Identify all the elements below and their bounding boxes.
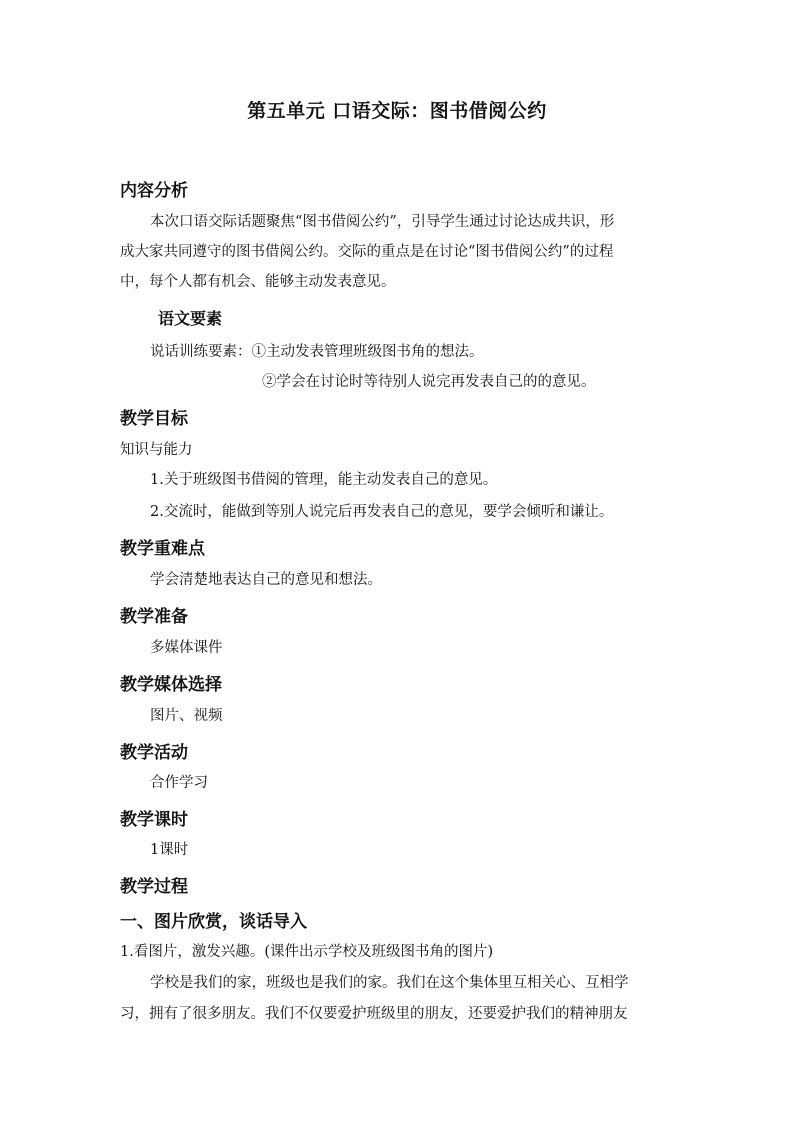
preparation-text: 多媒体课件 <box>150 640 223 656</box>
language-element-line: ②学会在讨论时等待别人说完再发表自己的的意见。 <box>262 374 596 390</box>
heading-hours: 教学课时 <box>120 810 188 830</box>
language-element-line: 说话训练要素：①主动发表管理班级图书角的想法。 <box>150 344 484 360</box>
objective-item: 1.关于班级图书借阅的管理，能主动发表自己的意见。 <box>150 472 498 488</box>
paragraph-line: 成大家共同遵守的图书借阅公约。交际的重点是在讨论“图书借阅公约”的过程 <box>120 244 614 260</box>
hours-text: 1课时 <box>150 842 189 858</box>
paragraph-line: 本次口语交际话题聚焦“图书借阅公约”，引导学生通过讨论达成共识，形 <box>150 214 615 230</box>
paragraph-line: 习，拥有了很多朋友。我们不仅要爱护班级里的朋友，还要爱护我们的精神朋友 <box>120 1006 628 1022</box>
process-step: 1.看图片，激发兴趣。(课件出示学校及班级图书角的图片) <box>120 944 494 960</box>
activity-text: 合作学习 <box>150 775 208 791</box>
heading-media: 教学媒体选择 <box>120 675 222 695</box>
paragraph-line: 中，每个人都有机会、能够主动发表意见。 <box>120 274 396 290</box>
page-title: 第五单元 口语交际：图书借阅公约 <box>247 100 547 122</box>
objective-item: 2.交流时，能做到等别人说完后再发表自己的意见，要学会倾听和谦让。 <box>150 504 614 520</box>
heading-preparation: 教学准备 <box>120 607 188 627</box>
key-points-text: 学会清楚地表达自己的意见和想法。 <box>150 572 382 588</box>
heading-key-points: 教学重难点 <box>120 539 205 559</box>
heading-process: 教学过程 <box>120 877 188 897</box>
heading-activity: 教学活动 <box>120 743 188 763</box>
heading-objectives: 教学目标 <box>120 409 188 429</box>
media-text: 图片、视频 <box>150 708 223 724</box>
heading-language-elements: 语文要素 <box>158 309 223 328</box>
paragraph-line: 学校是我们的家，班级也是我们的家。我们在这个集体里互相关心、互相学 <box>150 975 629 991</box>
subheading-knowledge-ability: 知识与能力 <box>120 442 193 458</box>
process-part-heading: 一、图片欣赏，谈话导入 <box>120 912 307 932</box>
heading-content-analysis: 内容分析 <box>120 181 188 201</box>
